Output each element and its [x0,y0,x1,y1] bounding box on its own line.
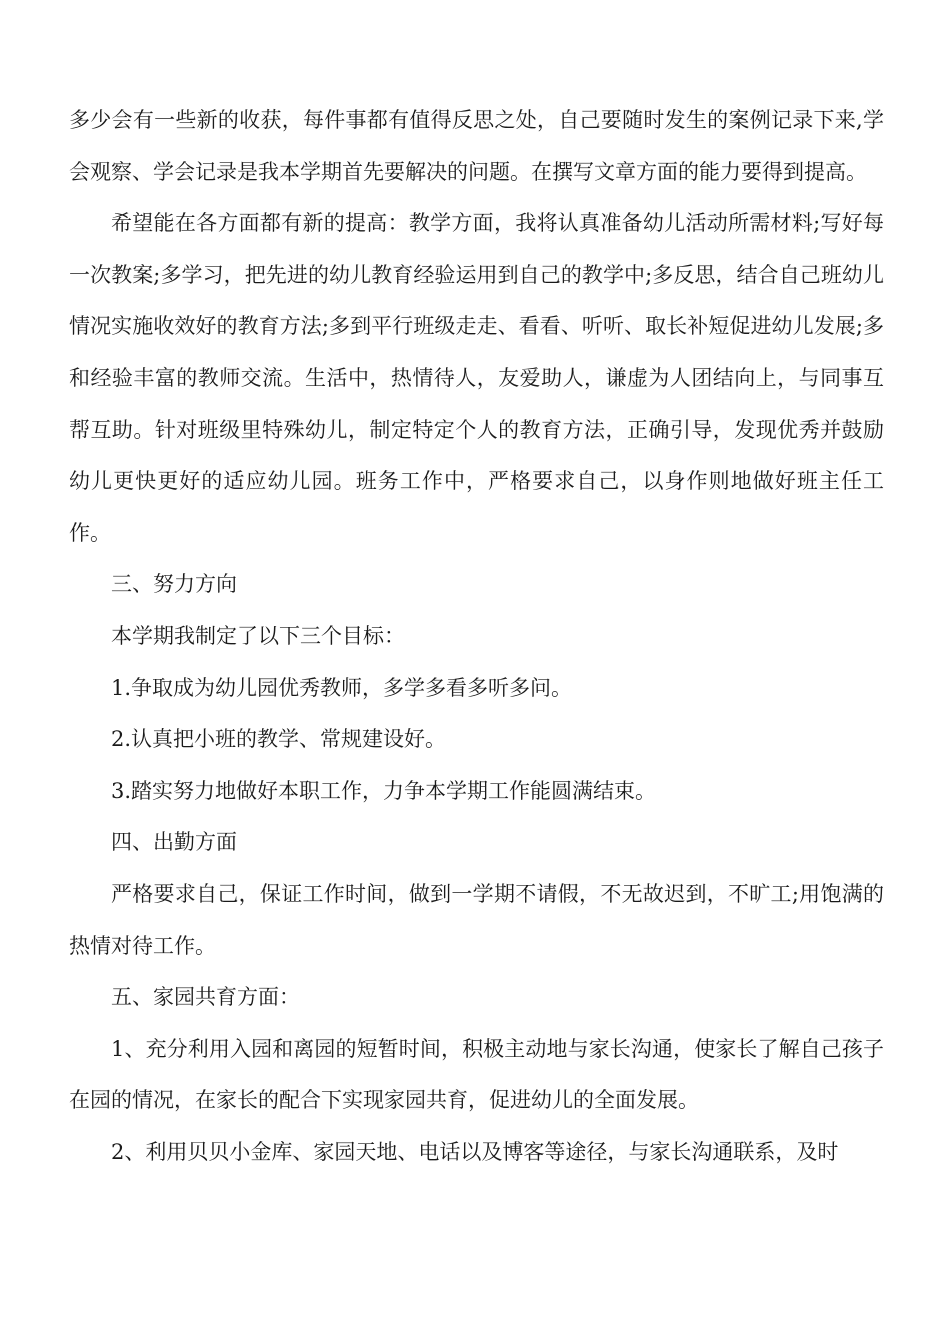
section-heading-attendance: 四、出勤方面 [111,830,237,855]
document-body [69,95,884,1178]
goal-item-2: 2.认真把小班的教学、常规建设好。 [111,727,447,752]
goal-item-3: 3.踏实努力地做好本职工作，力争本学期工作能圆满结束。 [111,778,657,803]
section-heading-direction: 三、努力方向 [111,572,237,597]
paragraph-attendance: 严格要求自己，保证工作时间，做到一学期不请假，不无故迟到，不旷工;用饱满的热情对待工作。 [69,881,884,958]
home-school-item-1: 1、充分利用入园和离园的短暂时间，积极主动地与家长沟通，使家长了解自己孩子在园的情况，在家长的配合下实现家园共育，促进幼儿的全面发展。 [69,1036,884,1113]
paragraph-reflection: 多少会有一些新的收获，每件事都有值得反思之处，自己要随时发生的案例记录下来,学会观察、学会记录是我本学期首先要解决的问题。在撰写文章方面的能力要得到提高。 [69,108,884,184]
paragraph-goals-intro: 本学期我制定了以下三个目标： [111,623,405,648]
goal-item-1: 1.争取成为幼儿园优秀教师，多学多看多听多问。 [111,675,573,700]
home-school-item-2: 2、利用贝贝小金库、家园天地、电话以及博客等途径，与家长沟通联系，及时 [111,1139,839,1164]
section-heading-home-school: 五、家园共育方面： [111,985,300,1010]
paragraph-improvement-goals: 希望能在各方面都有新的提高：教学方面，我将认真准备幼儿活动所需材料;写好每一次教案;多学习，把先进的幼儿教育经验运用到自己的教学中;多反思，结合自己班幼儿情况实施收效好的教育方法;多到平行班级走走、看看、听听、取长补短促进幼儿发展;多和经验丰富的教师交流。生活中，热情待人，友爱助人，谦虚为人团结向上，与同事互帮互助。针对班级里特殊幼儿，制定特定个人的教育方法，正确引导，发现优秀并鼓励幼儿更快更好的适应幼儿园。班务工作中，严格要求自己，以身作则地做好班主任工作。 [69,211,884,545]
